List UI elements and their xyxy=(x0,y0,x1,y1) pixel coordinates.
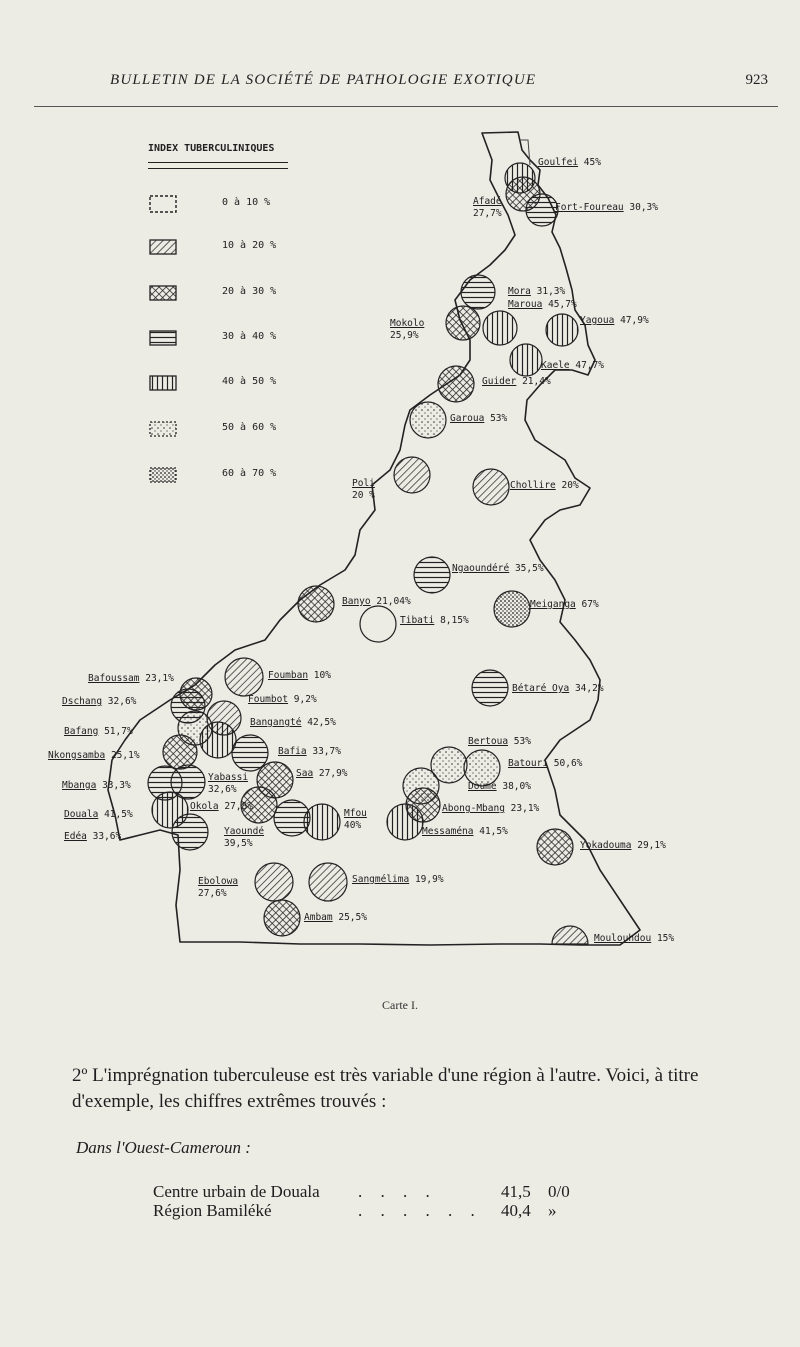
city-label-foumban: Foumban 10% xyxy=(268,670,331,681)
city-label-dschang: Dschang 32,6% xyxy=(62,696,137,707)
journal-title: BULLETIN DE LA SOCIÉTÉ DE PATHOLOGIE EXOTIQUE xyxy=(110,72,537,88)
legend-swatches xyxy=(150,196,176,482)
row-unit: 0/0 xyxy=(548,1182,570,1201)
city-label-bafoussam: Bafoussam 23,1% xyxy=(88,673,174,684)
city-label-chollire: Chollire 20% xyxy=(510,480,579,491)
legend-title: INDEX TUBERCULINIQUES xyxy=(148,143,275,154)
city-label-foumbot: Foumbot 9,2% xyxy=(248,694,317,705)
city-label-banyo: Banyo 21,04% xyxy=(342,596,411,607)
city-label-bertoua: Bertoua 53% xyxy=(468,736,531,747)
section-heading: Dans l'Ouest-Cameroun : xyxy=(76,1138,251,1157)
city-label-mokolo: Mokolo 25,9% xyxy=(390,318,425,341)
city-label-meiganga: Meiganga 67% xyxy=(530,599,599,610)
city-circles xyxy=(148,163,588,944)
legend-label-10-20: 10 à 20 % xyxy=(222,240,277,251)
legend-label-20-30: 20 à 30 % xyxy=(222,286,277,297)
city-label-goulfei: Goulfei 45% xyxy=(538,157,601,168)
row-label: Centre urbain de Douala xyxy=(153,1182,320,1201)
city-label-moulouhdou: Moulouhdou 15% xyxy=(594,933,675,944)
legend-label-0-10: 0 à 10 % xyxy=(222,197,271,208)
city-label-saa: Saa 27,9% xyxy=(296,768,348,779)
city-label-bafia: Bafia 33,7% xyxy=(278,746,341,757)
city-label-yaounde: Yaoundé 39,5% xyxy=(224,826,265,849)
row-value: 40,4 xyxy=(501,1201,531,1220)
city-label-bangangte: Bangangté 42,5% xyxy=(250,717,336,728)
city-label-poli: Poli 20 % xyxy=(352,478,375,501)
city-label-mora: Mora 31,3% xyxy=(508,286,566,297)
row-dots: . . . . . . xyxy=(358,1201,482,1220)
legend-label-30-40: 30 à 40 % xyxy=(222,331,277,342)
legend-label-40-50: 40 à 50 % xyxy=(222,376,277,387)
page-number: 923 xyxy=(745,72,768,88)
table-row xyxy=(153,1201,613,1223)
city-label-douala: Douala 41,5% xyxy=(64,809,133,820)
body-paragraph: 2º L'imprégnation tuberculeuse est très variable d'une région à l'autre. Voici, à titre d'exemple, les chiffres extrêmes trouvés : xyxy=(72,1065,699,1112)
city-label-nkongsamba: Nkongsamba 25,1% xyxy=(48,750,140,761)
city-label-betare-oya: Bétaré Oya 34,2% xyxy=(512,683,604,694)
city-label-garoua: Garoua 53% xyxy=(450,413,508,424)
city-label-fort-foureau: Fort-Foureau 30,3% xyxy=(555,202,658,213)
city-label-ngaoundere: Ngaoundéré 35,5% xyxy=(452,563,544,574)
city-label-sangmelima: Sangmélima 19,9% xyxy=(352,874,444,885)
row-value: 41,5 xyxy=(501,1182,531,1201)
city-label-ebolowa: Ebolowa 27,6% xyxy=(198,876,239,899)
legend-title-rule xyxy=(148,162,288,169)
city-label-mfou: Mfou 40% xyxy=(344,808,367,831)
legend-label-50-60: 50 à 60 % xyxy=(222,422,277,433)
city-label-guider: Guider 21,4% xyxy=(482,376,551,387)
cameroon-map xyxy=(0,120,800,1000)
city-label-yabassi: Yabassi 32,6% xyxy=(208,772,249,795)
city-label-doume: Doumé 38,0% xyxy=(468,781,531,792)
city-label-yagoua: Yagoua 47,9% xyxy=(580,315,649,326)
city-label-yokadouma: Yokadouma 29,1% xyxy=(580,840,666,851)
city-label-tibati: Tibati 8,15% xyxy=(400,615,469,626)
city-label-kaele: Kaele 47,7% xyxy=(541,360,604,371)
city-label-abong-mbang: Abong-Mbang 23,1% xyxy=(442,803,540,814)
city-label-ambam: Ambam 25,5% xyxy=(304,912,367,923)
row-label: Région Bamiléké xyxy=(153,1201,272,1220)
row-unit: » xyxy=(548,1201,557,1220)
city-label-bafang: Bafang 51,7% xyxy=(64,726,133,737)
row-dots: . . . . xyxy=(358,1182,437,1201)
legend-label-60-70: 60 à 70 % xyxy=(222,468,277,479)
city-label-batouri: Batouri 50,6% xyxy=(508,758,583,769)
city-label-afade: Afadé 27,7% xyxy=(473,196,502,219)
city-label-maroua: Maroua 45,7% xyxy=(508,299,577,310)
city-label-edea: Edéa 33,6% xyxy=(64,831,122,842)
map-caption: Carte I. xyxy=(382,998,418,1012)
city-label-messamena: Messaména 41,5% xyxy=(422,826,508,837)
city-label-okola: Okola 27,8% xyxy=(190,801,253,812)
page-header xyxy=(34,66,778,107)
city-label-mbanga: Mbanga 33,3% xyxy=(62,780,131,791)
